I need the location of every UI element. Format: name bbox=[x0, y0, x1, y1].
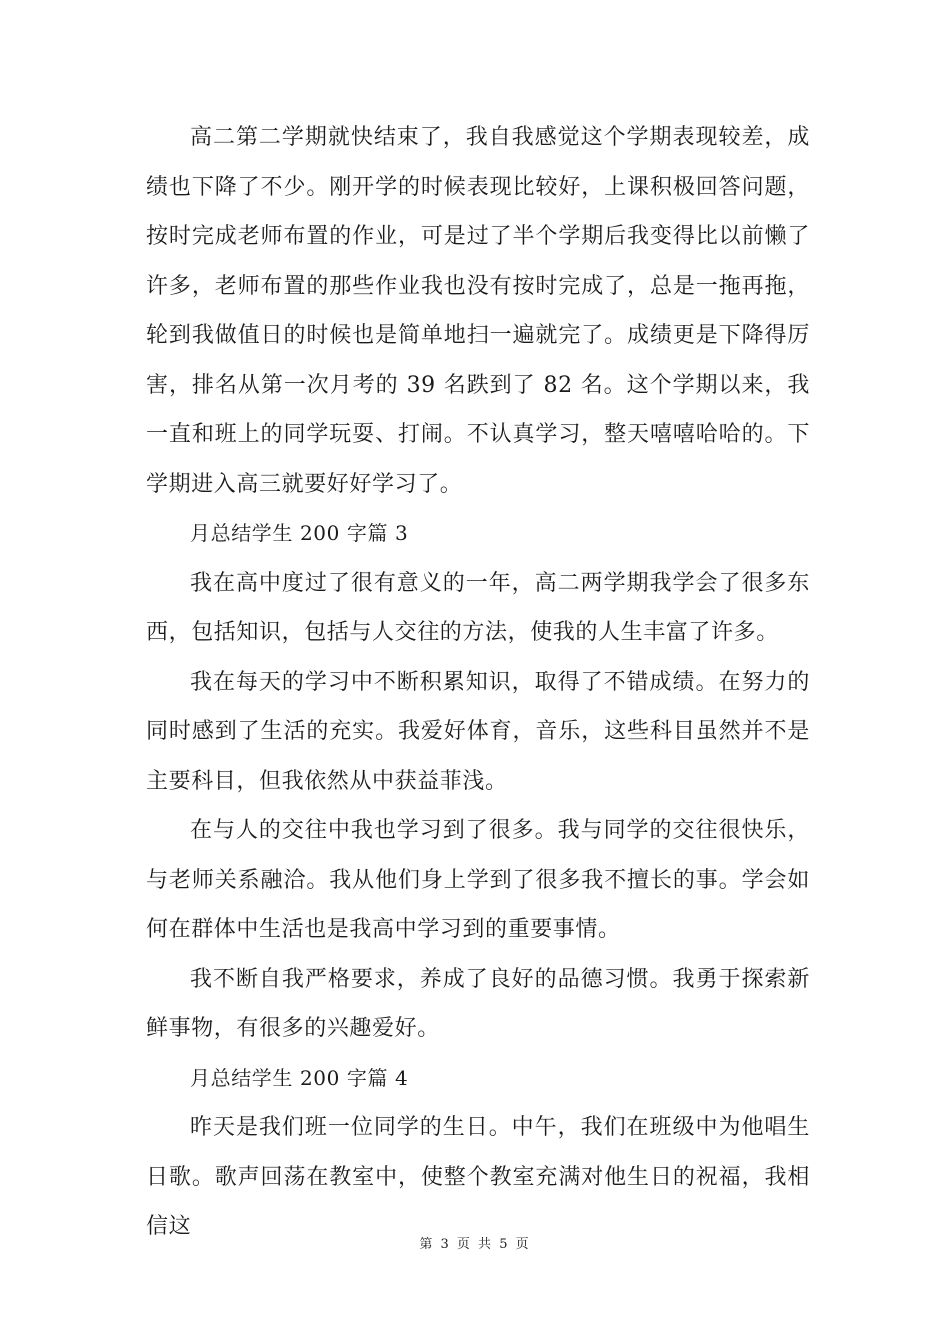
page-footer: 第 3 页 共 5 页 bbox=[419, 1237, 531, 1252]
section-heading: 月总结学生 200 字篇 4 bbox=[190, 1065, 409, 1090]
section-heading: 月总结学生 200 字篇 3 bbox=[190, 521, 409, 545]
body-paragraph: 我在每天的学习中不断积累知识，取得了不错成绩。在努力的同时感到了生活的充实。我爱好体育，音乐，这些科目虽然并不是主要科目，但我依然从中获益菲浅。 bbox=[146, 669, 810, 794]
body-paragraph: 我不断自我严格要求，养成了良好的品德习惯。我勇于探索新鲜事物，有很多的兴趣爱好。 bbox=[146, 966, 810, 1041]
document-body bbox=[146, 113, 810, 1252]
body-paragraph: 昨天是我们班一位同学的生日。中午，我们在班级中为他唱生日歌。歌声回荡在教室中，使整个教室充满对他生日的祝福，我相信这 bbox=[146, 1115, 810, 1239]
body-paragraph: 我在高中度过了很有意义的一年，高二两学期我学会了很多东西，包括知识，包括与人交往的方法，使我的人生丰富了许多。 bbox=[146, 570, 810, 645]
body-paragraph: 高二第二学期就快结束了，我自我感觉这个学期表现较差，成绩也下降了不少。刚开学的时候表现比较好，上课积极回答问题，按时完成老师布置的作业，可是过了半个学期后我变得比以前懒了许多，老师布置的那些作业我也没有按时完成了，总是一拖再拖，轮到我做值日的时候也是简单地扫一遍就完了。成绩更是下降得厉害，排名从第一次月考的 39 名跌到了 82 名。这个学期以来，我一直和班上的同学玩耍、打闹。不认真学习，整天嘻嘻哈哈的。下学期进入高三就要好好学习了。 bbox=[146, 125, 810, 497]
body-paragraph: 在与人的交往中我也学习到了很多。我与同学的交往很快乐，与老师关系融洽。我从他们身上学到了很多我不擅长的事。学会如何在群体中生活也是我高中学习到的重要事情。 bbox=[146, 818, 810, 942]
